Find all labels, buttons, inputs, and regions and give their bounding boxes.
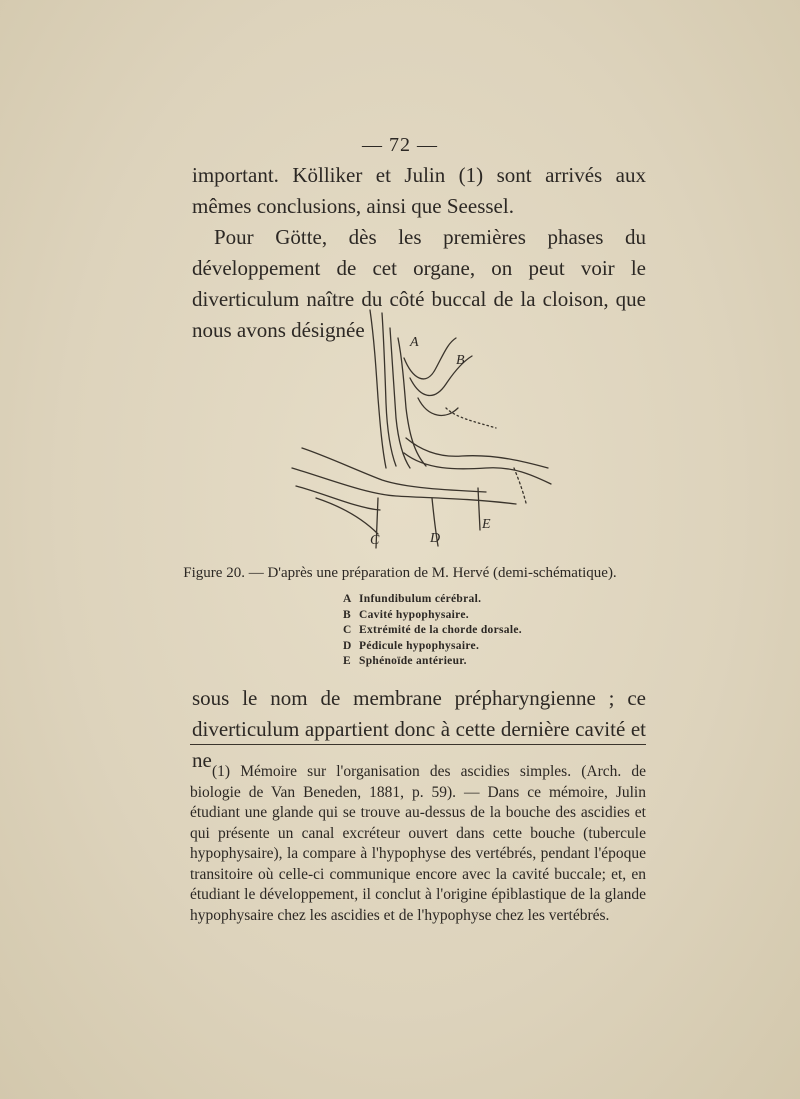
figure-label-e: E <box>482 517 491 532</box>
vertical-stem-3 <box>478 488 480 530</box>
legend-letter: D <box>343 639 352 652</box>
legend-letter: C <box>343 624 352 637</box>
pouch-outline-3 <box>302 448 486 492</box>
legend-text: Pédicule hypophysaire. <box>359 639 480 652</box>
footnote: (1) Mémoire sur l'organisation des ascidies simples. (Arch. de biologie de Van Beneden, 1881, p. 59). — Dans ce mémoire, Julin étudiant une glande qui se trouve au-dessus de la bouche des ascidies et qui présente un canal excréteur ouvert dans cette bouche (tubercule hypophysaire), la compare à l'hypophyse des vertébrés, pendant l'époque transitoire où celle-ci communique encore avec la cavité buccale; et, en étudiant le développement, il conclut à l'origine épiblastique de la glande hypophysaire chez les ascidies et de l'hypophyse chez les vertébrés. <box>190 763 646 924</box>
legend-letter: E <box>343 655 351 668</box>
infundibulum-line-4 <box>398 338 426 466</box>
lower-curve-2 <box>316 498 378 534</box>
figure-label-c: C <box>370 533 380 548</box>
paragraph-continuation: important. Kölliker et Julin (1) sont arrivés aux mêmes conclusions, ainsi que Seessel. <box>192 163 646 218</box>
pouch-outline-1 <box>406 438 548 468</box>
legend-item <box>343 654 522 670</box>
footnote-divider <box>190 744 646 745</box>
legend-letter: A <box>343 593 352 605</box>
legend-text: Infundibulum cérébral. <box>359 593 482 605</box>
legend-text: Sphénoïde antérieur. <box>359 655 467 668</box>
figure-20-illustration <box>286 298 556 560</box>
figure-label-a: A <box>410 335 419 350</box>
figure-label-b: B <box>456 353 465 368</box>
legend-item <box>343 608 522 624</box>
figure-label-d: D <box>430 531 441 546</box>
legend-item <box>343 592 522 608</box>
figure-legend <box>343 592 522 670</box>
paragraph-gotte: Pour Götte, dès les premières phases du développement de cet organe, on peut voir le diverticulum naître du côté buccal de la cloison, que nous avons désignée <box>192 225 646 342</box>
figure-caption: Figure 20. — D'après une préparation de M. Hervé (demi-schématique). <box>183 565 617 581</box>
legend-text: Cavité hypophysaire. <box>359 608 469 621</box>
membrane-curve-3 <box>418 398 458 415</box>
pouch-outline-4 <box>292 468 516 504</box>
pouch-outline-2 <box>404 453 551 484</box>
legend-letter: B <box>343 608 351 621</box>
legend-item <box>343 639 522 655</box>
legend-text: Extrémité de la chorde dorsale. <box>359 624 522 637</box>
legend-item <box>343 623 522 639</box>
page-number: — 72 — <box>362 134 438 156</box>
paragraph-membrane: sous le nom de membrane prépharyngienne ; ce diverticulum appartient donc à cette dernière cavité et ne <box>192 686 646 772</box>
